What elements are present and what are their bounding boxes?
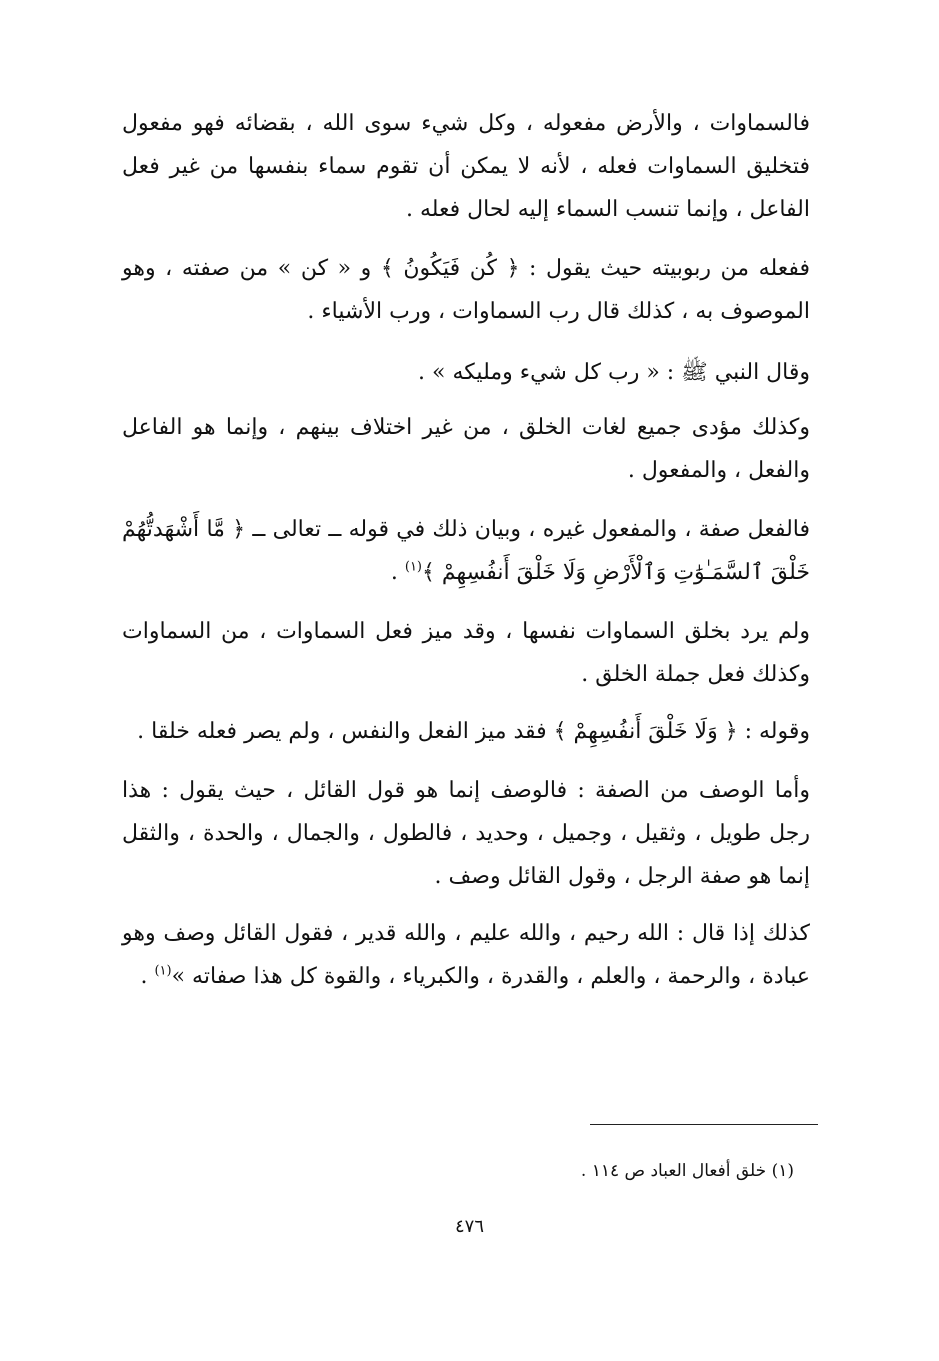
page-number: ٤٧٦: [454, 1216, 484, 1237]
paragraph-5: [122, 508, 810, 594]
footnote-separator: [590, 1124, 818, 1125]
paragraph-4: وكذلك مؤدى جميع لغات الخلق ، من غير اختلاف بينهم ، وإنما هو الفاعل والفعل ، والمفعول .: [122, 415, 810, 483]
paragraph-1: فالسماوات ، والأرض مفعوله ، وكل شيء سوى الله ، بقضائه فهو مفعول فتخليق السماوات فعله ، لأنه لا يمكن أن تقوم سماء بنفسها من غير فعل الفاعل ، وإنما تنسب السماء إليه لحال فعله .: [122, 111, 811, 222]
paragraph-5-end: .: [390, 560, 405, 585]
paragraph-7: وقوله : ﴿ وَلَا خَلْقَ أَنفُسِهِمْ ﴾ فقد ميز الفعل والنفس ، ولم يصر فعله خلقا .: [137, 719, 810, 744]
footnote-marker: (١): [404, 559, 422, 575]
paragraph-8: وأما الوصف من الصفة : فالوصف إنما هو قول القائل ، حيث يقول : هذا رجل طويل ، وثقيل ، وجميل ، وحديد ، فالطول ، والجمال ، والحدة ، والثقل إنما هو صفة الرجل ، وقول القائل وصف .: [122, 778, 810, 889]
paragraph-9: [122, 912, 810, 998]
paragraph-9-end: .: [140, 964, 155, 989]
main-text: [122, 102, 810, 998]
footnote: (١) خلق أفعال العباد ص ١١٤ .: [580, 1161, 794, 1181]
paragraph-9-text: كذلك إذا قال : الله رحيم ، والله عليم ، والله قدير ، فقول القائل وصف وهو عبادة ، والرحمة ، والعلم ، والقدرة ، والكبرياء ، والقوة كل هذا صفاته »: [122, 921, 810, 989]
paragraph-5-text: فالفعل صفة ، والمفعول غيره ، وبيان ذلك في قوله ــ تعالى ــ ﴿ مَّا أَشْهَدتُّهُمْ خَلْقَ ٱلسَّمَـٰوَٰتِ وَٱلْأَرْضِ وَلَا خَلْقَ أَنفُسِهِمْ ﴾: [122, 517, 810, 585]
footnote-marker: (١): [154, 963, 172, 979]
paragraph-6: ولم يرد بخلق السماوات نفسها ، وقد ميز فعل السماوات ، من السماوات وكذلك فعل جملة الخلق .: [122, 619, 810, 687]
paragraph-3: وقال النبي ﷺ : « رب كل شيء ومليكه » .: [418, 360, 810, 385]
paragraph-2: ففعله من ربوبيته حيث يقول : ﴿ كُن فَيَكُونُ ﴾ و « كن » من صفته ، وهو الموصوف به ، كذلك قال رب السماوات ، ورب الأشياء .: [122, 256, 810, 324]
